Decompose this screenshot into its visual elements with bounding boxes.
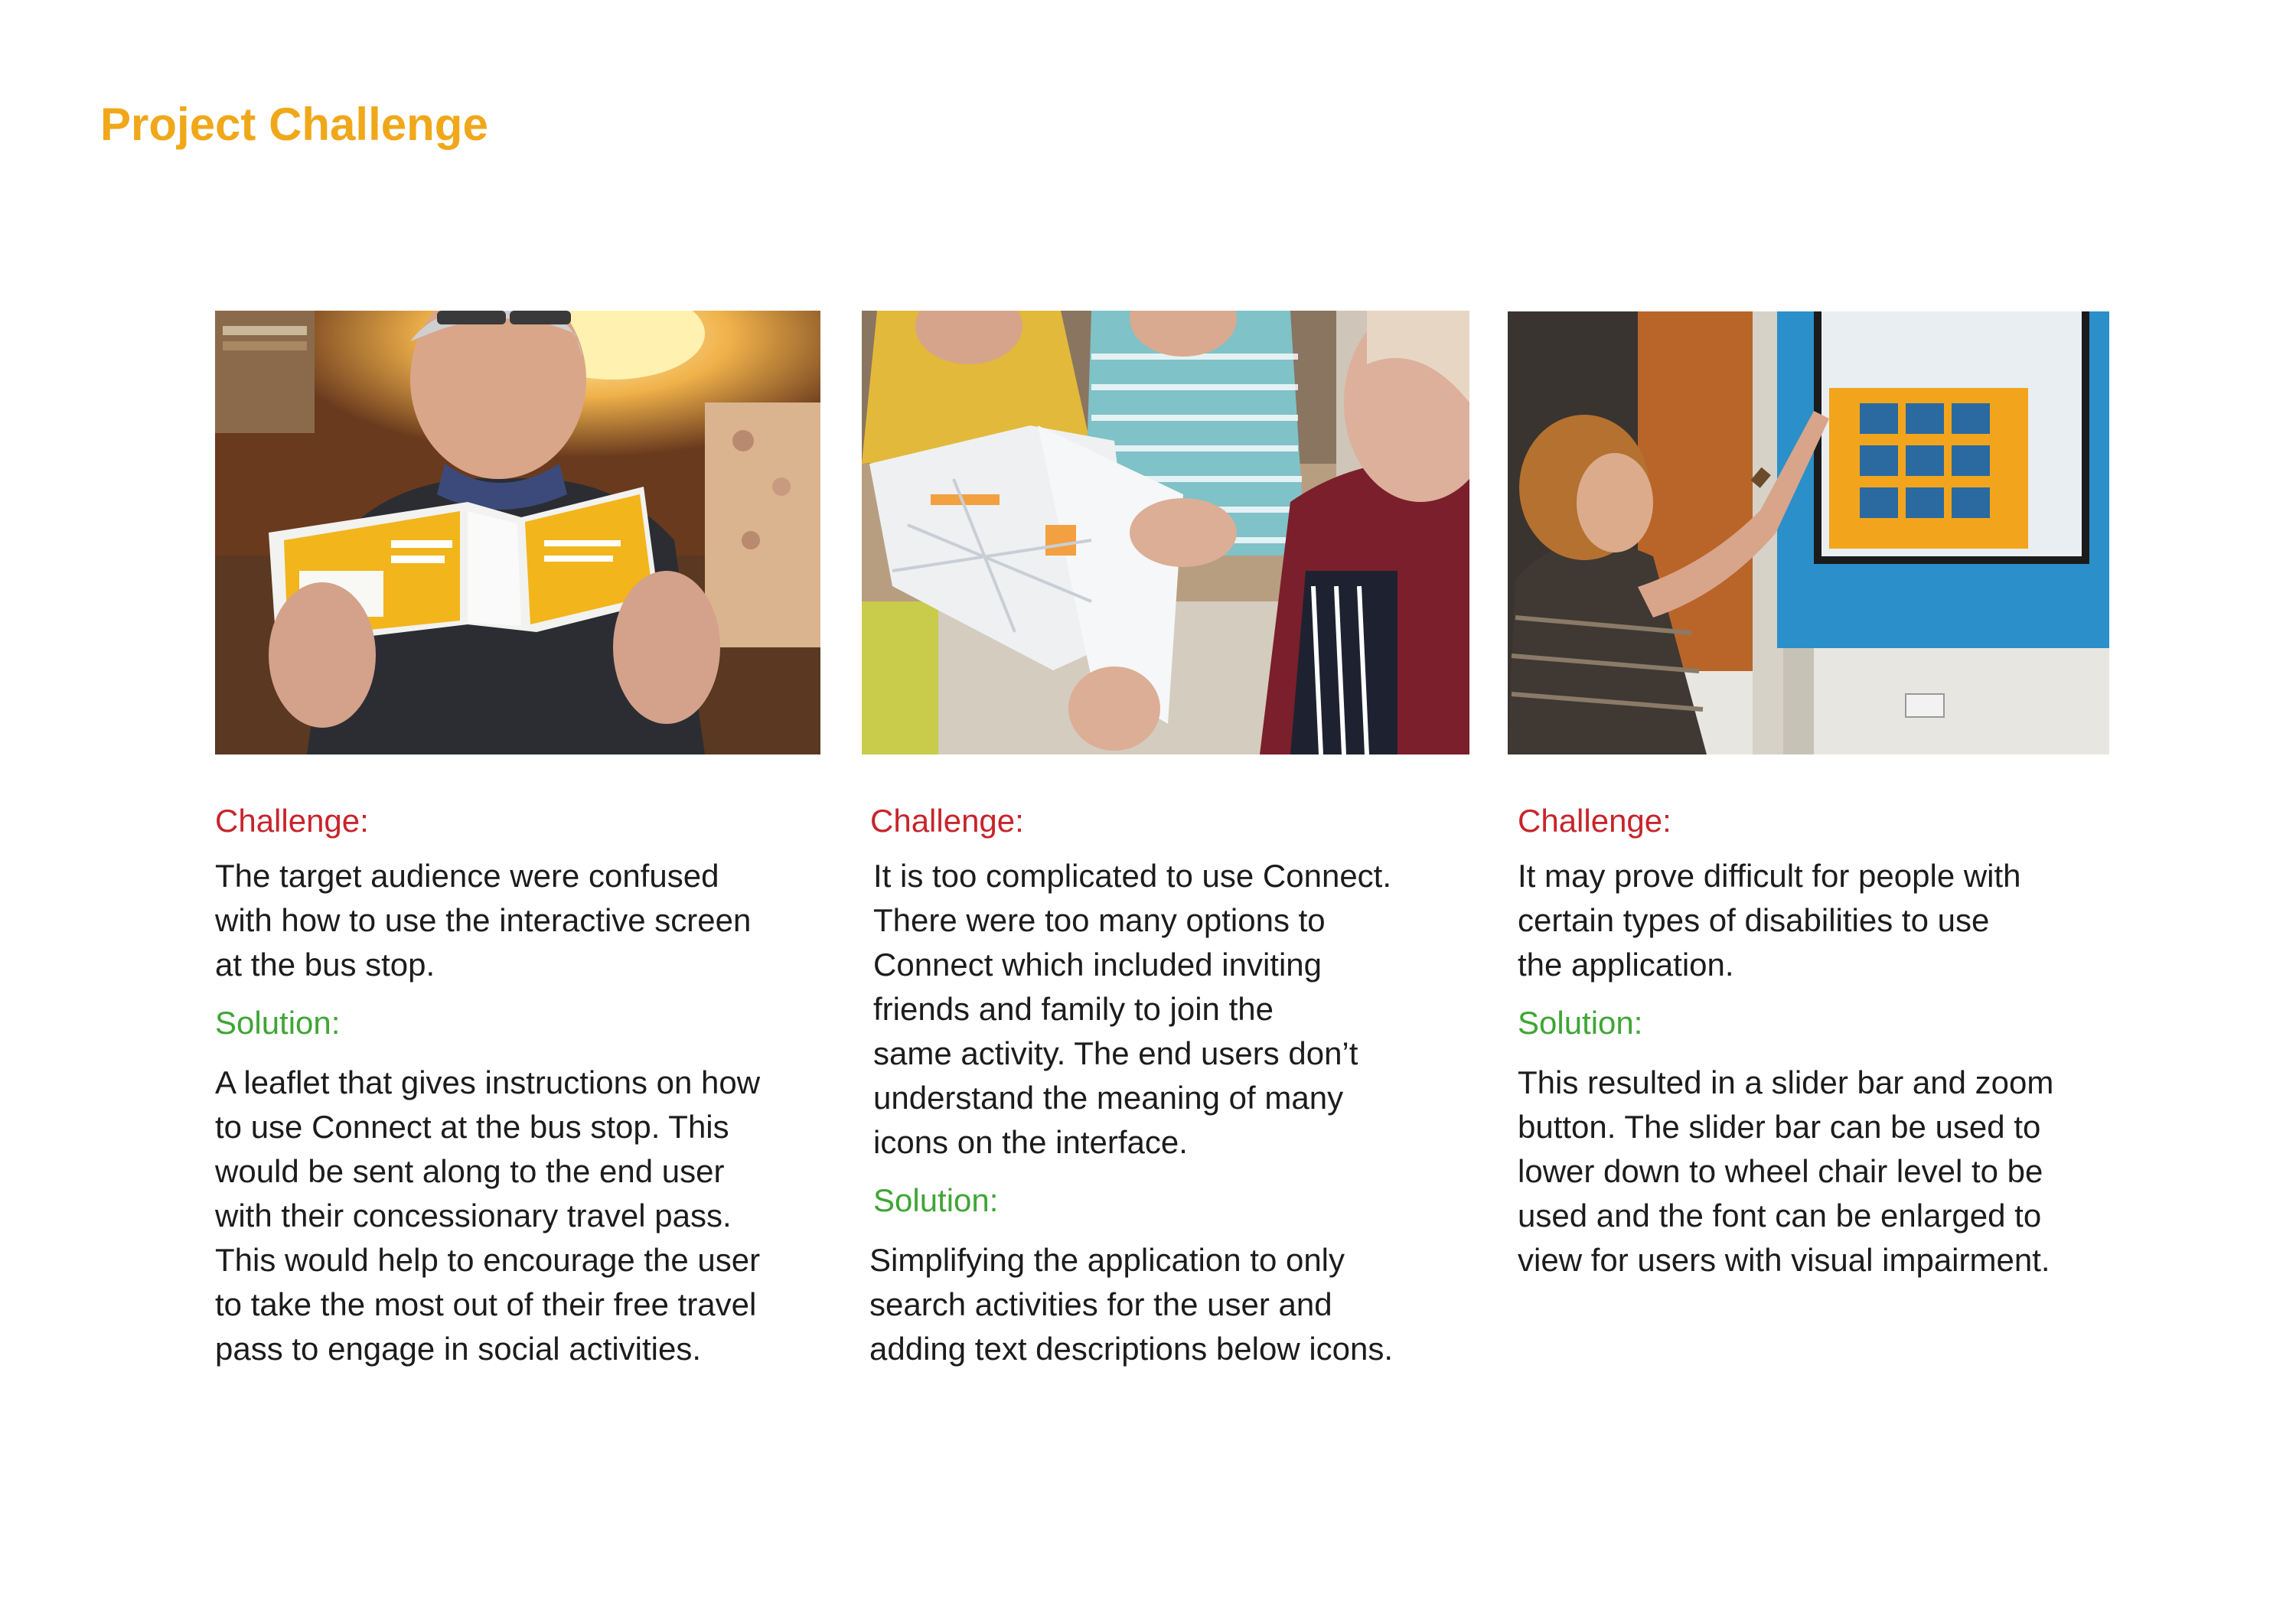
text-line: to take the most out of their free travel xyxy=(215,1286,757,1322)
text-line: The target audience were confused xyxy=(215,858,719,894)
text-line: search activities for the user and xyxy=(869,1286,1332,1322)
challenge-text xyxy=(873,854,1486,1165)
solution-text xyxy=(215,1061,827,1371)
text-line: used and the font can be enlarged to xyxy=(1518,1198,2042,1234)
challenge-text xyxy=(215,854,827,987)
solution-label: Solution: xyxy=(873,1182,999,1218)
text-line: the application. xyxy=(1518,947,1734,983)
text-line: lower down to wheel chair level to be xyxy=(1518,1153,2043,1189)
text-line: Simplifying the application to only xyxy=(869,1242,1345,1278)
text-line: with how to use the interactive screen xyxy=(215,902,752,938)
women-reading-map-image xyxy=(862,311,1469,754)
photo-map-leaflet xyxy=(862,311,1469,754)
challenge-text xyxy=(1518,854,2130,987)
text-line: pass to engage in social activities. xyxy=(215,1331,702,1367)
text-line: understand the meaning of many xyxy=(873,1080,1344,1116)
challenge-label: Challenge: xyxy=(870,803,1024,839)
text-line: view for users with visual impairment. xyxy=(1518,1242,2050,1278)
challenge-label: Challenge: xyxy=(1518,803,1671,839)
text-line: to use Connect at the bus stop. This xyxy=(215,1109,729,1145)
text-line: friends and family to join the xyxy=(873,991,1274,1027)
text-line: certain types of disabilities to use xyxy=(1518,902,1990,938)
text-line: at the bus stop. xyxy=(215,947,435,983)
text-line: This would help to encourage the user xyxy=(215,1242,761,1278)
solution-text xyxy=(1518,1061,2130,1282)
text-line: same activity. The end users don’t xyxy=(873,1035,1358,1071)
woman-using-kiosk-image xyxy=(1508,311,2109,754)
text-line: A leaflet that gives instructions on how xyxy=(215,1064,761,1100)
challenge-column-leaflet xyxy=(215,800,827,1371)
text-line: It may prove difficult for people with xyxy=(1518,858,2021,894)
text-line: adding text descriptions below icons. xyxy=(869,1331,1394,1367)
photo-kiosk-screen xyxy=(1508,311,2109,754)
challenge-label: Challenge: xyxy=(215,803,369,839)
solution-label: Solution: xyxy=(215,1005,341,1041)
text-line: There were too many options to xyxy=(873,902,1326,938)
text-line: Connect which included inviting xyxy=(873,947,1322,983)
text-line: would be sent along to the end user xyxy=(215,1153,725,1189)
text-line: This resulted in a slider bar and zoom xyxy=(1518,1064,2054,1100)
challenge-column-connect xyxy=(869,800,1486,1371)
text-line: with their concessionary travel pass. xyxy=(215,1198,732,1234)
solution-label: Solution: xyxy=(1518,1005,1643,1041)
text-line: button. The slider bar can be used to xyxy=(1518,1109,2041,1145)
solution-text xyxy=(869,1238,1486,1371)
page-title: Project Challenge xyxy=(100,99,488,150)
man-reading-leaflet-image xyxy=(215,311,820,754)
text-line: It is too complicated to use Connect. xyxy=(873,858,1392,894)
challenge-column-accessibility xyxy=(1518,800,2130,1282)
text-line: icons on the interface. xyxy=(873,1124,1188,1160)
photo-leaflet-reading xyxy=(215,311,820,754)
